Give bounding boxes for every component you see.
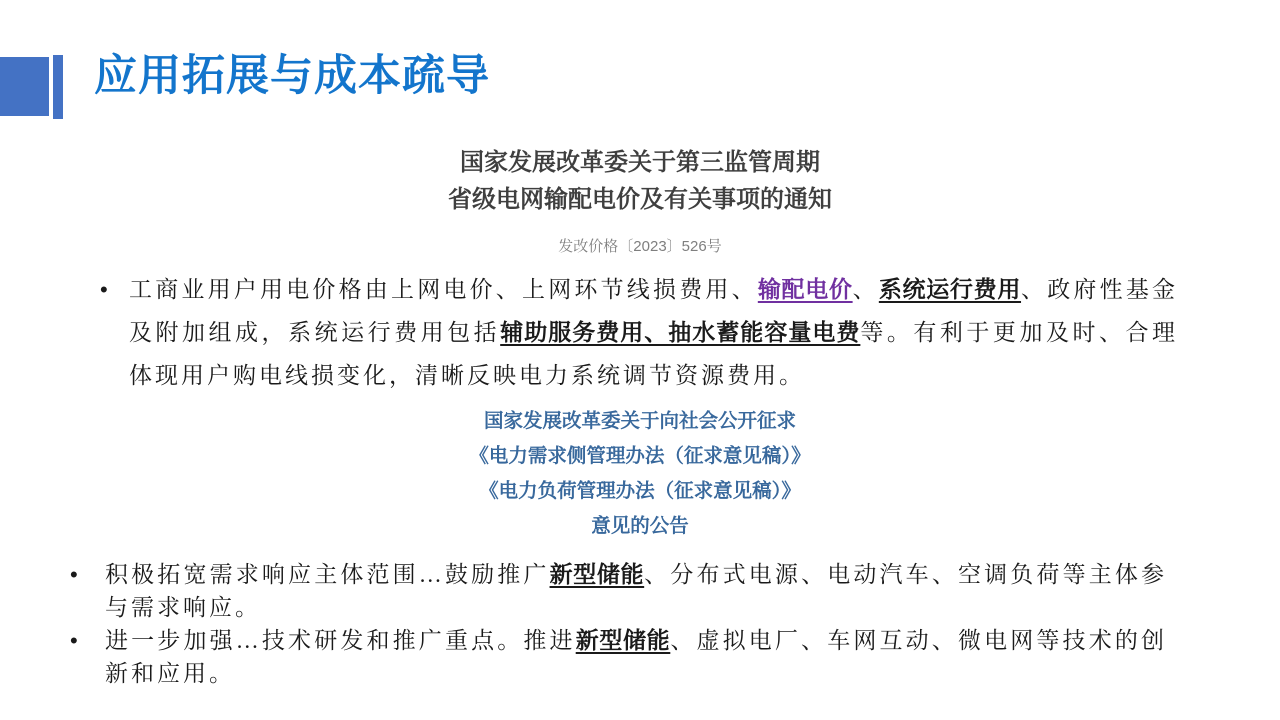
- notice-title-line1: 国家发展改革委关于第三监管周期: [460, 149, 820, 176]
- highlighted-term: 辅助服务费用、抽水蓄能容量电费: [500, 319, 861, 345]
- text-run: 积极拓宽需求响应主体范围…鼓励推广: [105, 562, 550, 587]
- announcement-line4: 意见的公告: [591, 515, 689, 537]
- bullet-text: [129, 268, 1178, 397]
- notice-doc-number: 发改价格〔2023〕526号: [558, 238, 722, 255]
- text-run: 进一步加强…技术研发和推广重点。推进: [105, 628, 576, 653]
- highlighted-term: 输配电价: [757, 276, 853, 302]
- announcement-line2: 《电力需求侧管理办法（征求意见稿）》: [469, 445, 811, 467]
- text-run: 、虚拟电厂、车网互动、微电网等技术的创新和应用。: [105, 628, 1168, 686]
- title-accent-square: [0, 57, 49, 116]
- bullet-marker: •: [100, 277, 108, 302]
- announcement-block: [0, 404, 1280, 544]
- bullet-item-technology: [70, 624, 1195, 690]
- text-run: 工商业用户用电价格由上网电价、上网环节线损费用、: [129, 277, 758, 302]
- bullet-item-demand-response: [70, 558, 1195, 624]
- bullet-item-pricing: [100, 268, 1178, 397]
- announcement-line1: 国家发展改革委关于向社会公开征求: [483, 410, 796, 432]
- text-run: 等。有利于更加及时、合理体现用户购电线损变化，清晰反映电力系统调节资源费用。: [129, 320, 1179, 388]
- text-run: 、分布式电源、电动汽车、空调负荷等主体参与需求响应。: [105, 562, 1168, 620]
- highlighted-term: 新型储能: [549, 561, 645, 587]
- highlighted-term: 系统运行费用: [878, 276, 1022, 302]
- text-run: 、政府性基金及附加组成，系统运行费用包括: [129, 277, 1179, 345]
- bullet-text: [105, 624, 1167, 690]
- highlighted-term: 新型储能: [575, 627, 671, 653]
- bullet-marker: •: [70, 628, 78, 653]
- bullet-text: [105, 558, 1167, 624]
- page-title: 应用拓展与成本疏导: [94, 52, 490, 100]
- notice-title-line2: 省级电网输配电价及有关事项的通知: [448, 186, 832, 213]
- announcement-line3: 《电力负荷管理办法（征求意见稿）》: [479, 480, 801, 502]
- notice-heading-block: [0, 144, 1280, 256]
- bullet-marker: •: [70, 562, 78, 587]
- title-accent-bar: [53, 55, 63, 119]
- text-run: 、: [852, 277, 879, 302]
